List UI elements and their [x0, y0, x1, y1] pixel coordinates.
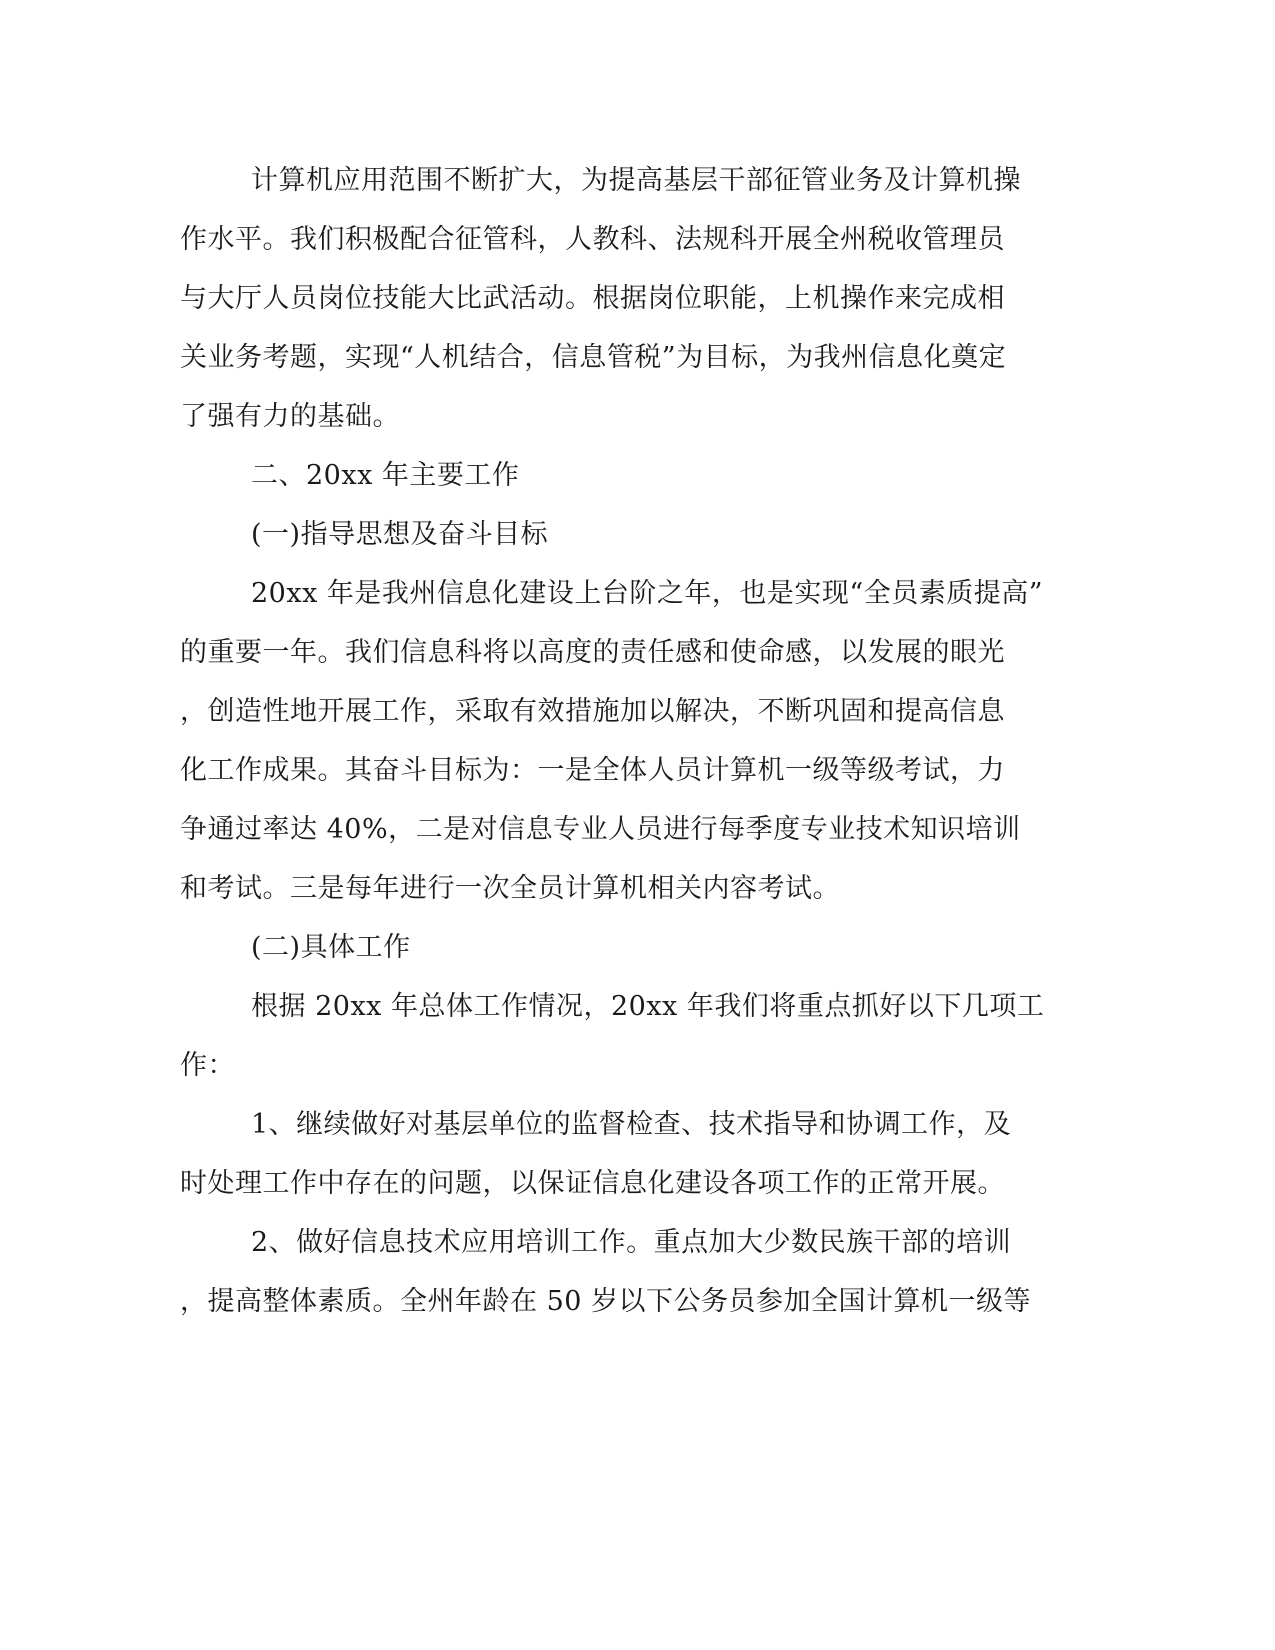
- paragraph-line: 根据 20xx 年总体工作情况，20xx 年我们将重点抓好以下几项工: [251, 991, 1045, 1022]
- paragraph-line: 争通过率达 40%，二是对信息专业人员进行每季度专业技术知识培训: [180, 814, 1021, 845]
- list-item-line: ，提高整体素质。全州年龄在 50 岁以下公务员参加全国计算机一级等: [180, 1286, 1032, 1317]
- paragraph-line: 作：: [180, 1050, 235, 1081]
- paragraph-line: 作水平。我们积极配合征管科，人教科、法规科开展全州税收管理员: [180, 224, 1005, 255]
- paragraph-line: 的重要一年。我们信息科将以高度的责任感和使命感，以发展的眼光: [180, 637, 1005, 668]
- paragraph-line: 和考试。三是每年进行一次全员计算机相关内容考试。: [180, 873, 840, 904]
- paragraph-line: ，创造性地开展工作，采取有效措施加以解决，不断巩固和提高信息: [180, 696, 1005, 727]
- paragraph-line: 关业务考题，实现“人机结合，信息管税”为目标，为我州信息化奠定: [180, 342, 1007, 373]
- paragraph-line: 计算机应用范围不断扩大，为提高基层干部征管业务及计算机操: [251, 165, 1021, 196]
- subsection-heading: (二)具体工作: [251, 932, 411, 963]
- list-item-line: 时处理工作中存在的问题，以保证信息化建设各项工作的正常开展。: [180, 1168, 1005, 1199]
- section-heading: 二、20xx 年主要工作: [251, 460, 520, 491]
- paragraph-line: 与大厅人员岗位技能大比武活动。根据岗位职能，上机操作来完成相: [180, 283, 1005, 314]
- subsection-heading: (一)指导思想及奋斗目标: [251, 519, 549, 550]
- paragraph-line: 20xx 年是我州信息化建设上台阶之年，也是实现“全员素质提高”: [251, 578, 1043, 609]
- list-item-line: 2、做好信息技术应用培训工作。重点加大少数民族干部的培训: [251, 1227, 1012, 1258]
- paragraph-line: 了强有力的基础。: [180, 401, 400, 432]
- list-item-line: 1、继续做好对基层单位的监督检查、技术指导和协调工作，及: [251, 1109, 1012, 1140]
- paragraph-line: 化工作成果。其奋斗目标为：一是全体人员计算机一级等级考试，力: [180, 755, 1005, 786]
